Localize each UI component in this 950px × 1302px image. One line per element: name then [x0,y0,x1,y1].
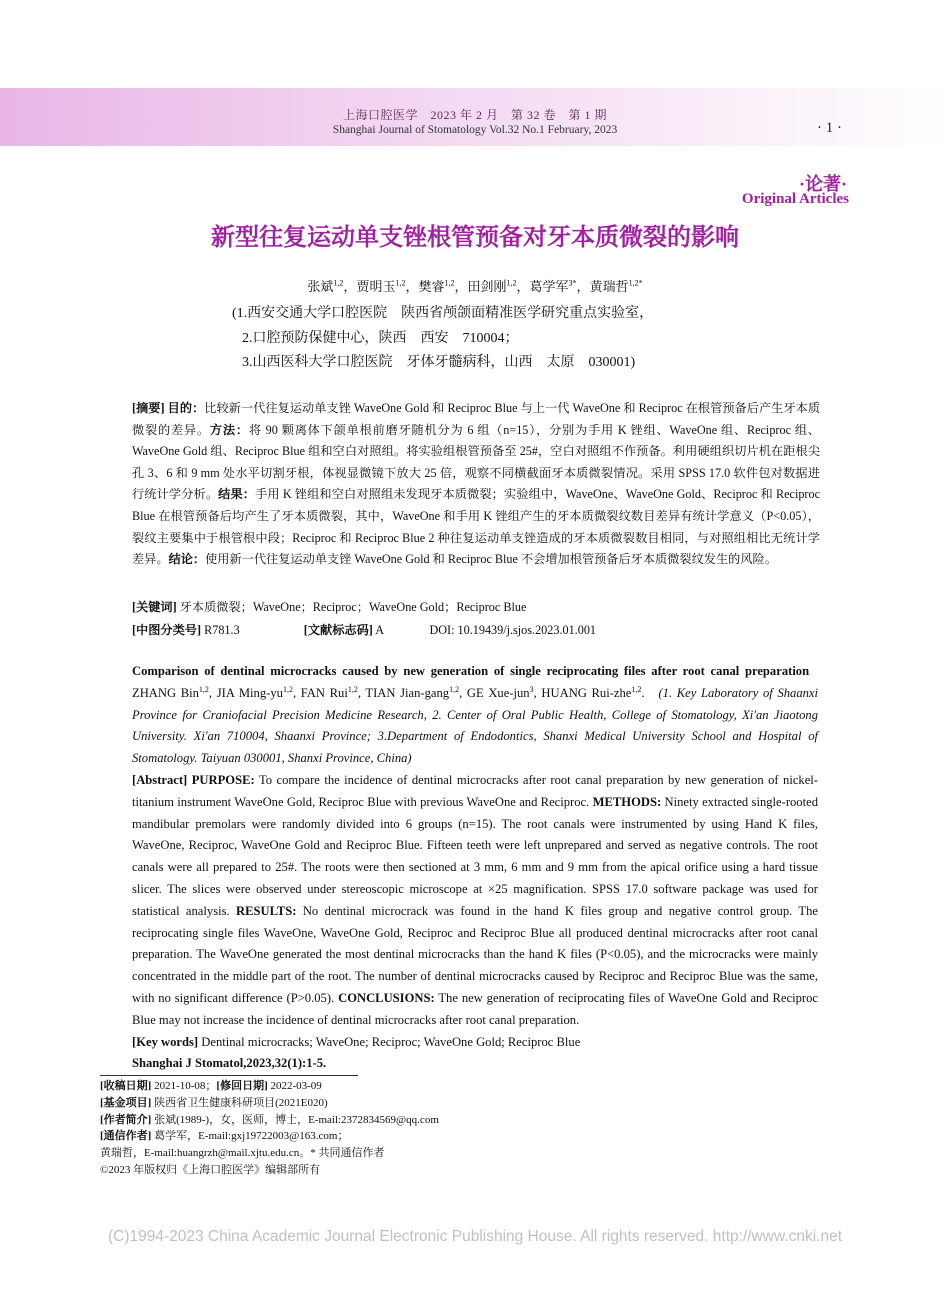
doi: DOI: 10.19439/j.sjos.2023.01.001 [429,623,597,637]
author: 黄瑞哲$^{1,2*}$ [589,278,643,294]
citation: Shanghai J Stomatol,2023,32(1):1-5. [132,1056,327,1070]
keywords-en: Dentinal microcracks; WaveOne; Reciproc; WaveOne Gold; Reciproc Blue [201,1034,581,1049]
footnote-rule [100,1075,358,1076]
results-label: 结果： [218,487,256,502]
classification-line: [中图分类号] R781.3 [文献标志码] A DOI: 10.19439/j.sjos.2023.01.001 [132,623,597,637]
conclusions-label: 结论： [168,552,206,567]
methods-label: 方法： [209,422,249,437]
page-number: · 1 · [817,120,842,136]
results-text: 手用 K 锉组和空白对照组未发现牙本质微裂；实验组中，WaveOne、WaveOne Gold、Reciproc 和 Reciproc Blue 在根管预备后均产生了牙本质微裂，其中，WaveOne 和手用 K 锉组产生的牙本质微裂纹数目差异有统计学意义（P<0.05），裂纹主要集中于根管根中段；Reciproc 和 Reciproc Blue 2 种往复运动单支锉造成的牙本质微裂数目相同，与对照组相比无统计学差异。 [132,487,820,567]
fund-line: [基金项目] 陕西省卫生健康科研项目(2021E020) [100,1096,328,1109]
affiliation-line: 2.口腔预防保健中心，陕西 西安 710004； [242,331,519,346]
methods-text: 将 90 颗离体下颌单根前磨牙随机分为 6 组（n=15），分别为手用 K 锉组、WaveOne 组、Reciproc 组、WaveOne Gold 组、Reciproc Blue 组和空白对照组。将实验组根管预备至 25#，空白对照组不作预备。利用硬组织切片机在距根尖孔 3、6 和 9 mm 处水平切割牙根，体视显微镜下放大 25 倍，观察不同横截面牙本质微裂情况。采用 SPSS 17.0 软件包对数据进行统计学分析。 [132,422,820,502]
corresponding-author-2: 黄瑞哲，E-mail:huangrzh@mail.xjtu.edu.cn。* 共同通信作者 [100,1147,385,1160]
author: 田剑刚$^{1,2}$ [467,278,517,294]
author: 张斌$^{1,2}$ [307,278,344,294]
purpose-text: 比较新一代往复运动单支锉 WaveOne Gold 和 Reciproc Blue 与上一代 WaveOne 和 Reciproc 在根管预备后产生牙本质微裂的差异。 [132,401,821,437]
article-title: 新型往复运动单支锉根管预备对牙本质微裂的影响 [211,223,739,251]
purpose-label: 目的： [167,401,205,415]
author: 樊睿$^{1,2}$ [418,278,455,294]
title-en: Comparison of dentinal microcracks caused by new generation of single reciprocating files after root canal preparation [132,664,810,678]
affiliation-line: 3.山西医科大学口腔医院 牙体牙髓病科，山西 太原 030001) [242,355,636,370]
author: 贾明玉$^{1,2}$ [356,278,406,294]
keywords-cn: [关键词] 牙本质微裂；WaveOne；Reciproc；WaveOne Gold；Reciproc Blue [132,600,527,614]
cnki-watermark: (C)1994-2023 China Academic Journal Electronic Publishing House. All rights reserved. http://www.cnki.net [107,1228,843,1245]
abstract-cn [132,398,820,571]
section-label-cn: ·论著· [798,174,847,194]
abstract-en: Comparison of dentinal microcracks caused by new generation of single reciprocating files after root canal preparation ZHANG Bin$^{1,2}$, JIA Ming-yu$^{1,2}$, FAN Rui$^{1,2}$, TIAN Jian-gang$^{1,2}$, GE Xue-jun$^3$, HUANG Rui-zhe$^{1,2}$. (1. Key Laboratory of Shaanxi Province for Craniofacial Precision Medicine Research, 2. Center of Oral Public Health, College of Stomatology, Xi'an Jiaotong University. Xi'an 710004, Shaanxi Province; 3.Department of Endodontics, Shanxi Medical University School and Hospital of Stomatology. Taiyuan 030001, Shanxi Province, China) [Abstract] PURPOSE: To compare the incidence of dentinal microcracks after root canal preparation by new generation of nickel-titanium instrument WaveOne Gold, Reciproc Blue with previous WaveOne and Reciproc. METHODS: Ninety extracted single-rooted mandibular premolars were randomly divided into 6 groups (n=15). The root canals were instrumented by using Hand K files, WaveOne, Reciproc, WaveOne Gold and Reciproc Blue. Fifteen teeth were left unprepared and served as negative controls. The root canals were all prepared to 25#. The roots were then sectioned at 3 mm, 6 mm and 9 mm from the apical orifice using a hard tissue slicer. The slices were observed under stereoscopic microscope at ×25 magnification. SPSS 17.0 software package was used for statistical analysis. RESULTS: No dentinal microcrack was found in the hand K files group and negative control group. The reciprocating single files WaveOne, WaveOne Gold, Reciproc and Reciproc Blue all produced dentinal microcracks after root canal preparation. The WaveOne generated the most dentinal microcracks than the hand K files (P<0.05), and the microcracks were mainly concentrated in the middle part of the root. The number of dentinal microcracks caused by Reciproc and Reciproc Blue was the same, with no significant difference (P>0.05). CONCLUSIONS: The new generation of reciprocating files of WaveOne Gold and Reciproc Blue may not increase the incidence of dentinal microcracks after root canal preparation. [Key words] Dentinal microcracks; WaveOne; Reciproc; WaveOne Gold; Reciproc Blue [132,664,819,1049]
authors-en: ZHANG Bin$^{1,2}$, JIA Ming-yu$^{1,2}$, FAN Rui$^{1,2}$, TIAN Jian-gang$^{1,2}$, GE Xue-jun$^3$, HUANG Rui-zhe$^{1,2}$. [132,684,645,700]
journal-header-en: Shanghai Journal of Stomatology Vol.32 No.1 February, 2023 [332,124,618,136]
journal-header-cn: 上海口腔医学 2023 年 2 月 第 32 卷 第 1 期 [342,108,607,122]
conclusions-text: 使用新一代往复运动单支锉 WaveOne Gold 和 Reciproc Blue 不会增加根管预备后牙本质微裂纹发生的风险。 [205,552,777,567]
section-label-en: Original Articles [741,191,849,207]
author-bio: [作者简介] 张斌(1989-)，女，医师，博士，E-mail:2372834569@qq.com [100,1113,439,1126]
footnotes [100,1078,439,1179]
author-list-cn: 张斌$^{1,2}$，贾明玉$^{1,2}$，樊睿$^{1,2}$，田剑刚$^{1,2}$，葛学军$^{3*}$，黄瑞哲$^{1,2*}$ [307,278,643,294]
abstract-label: [摘要] [132,401,165,415]
corresponding-author: [通信作者] 葛学军，E-mail:gxj19722003@163.com； [100,1130,349,1143]
received-dates: [收稿日期] 2021-10-08；[修回日期] 2022-03-09 [100,1080,322,1092]
affiliation-line: (1.西安交通大学口腔医院 陕西省颅颌面精准医学研究重点实验室， [232,306,654,321]
affiliation-en: (1. Key Laboratory of Shaanxi Province for Craniofacial Precision Medicine Research, 2. Center of Oral Public Health, College of Stomatology, Xi'an Jiaotong University. Xi'an 710004, Shaanxi Province; 3.Department of Endodontics, Shanxi Medical University School and Hospital of Stomatology. Taiyuan 030001, Shanxi Province, China) [132,685,819,766]
copyright-line: ©2023 年版权归《上海口腔医学》编辑部所有 [100,1163,321,1176]
author: 葛学军$^{3*}$ [529,278,577,294]
keywords-en-label: [Key words] [132,1034,199,1049]
